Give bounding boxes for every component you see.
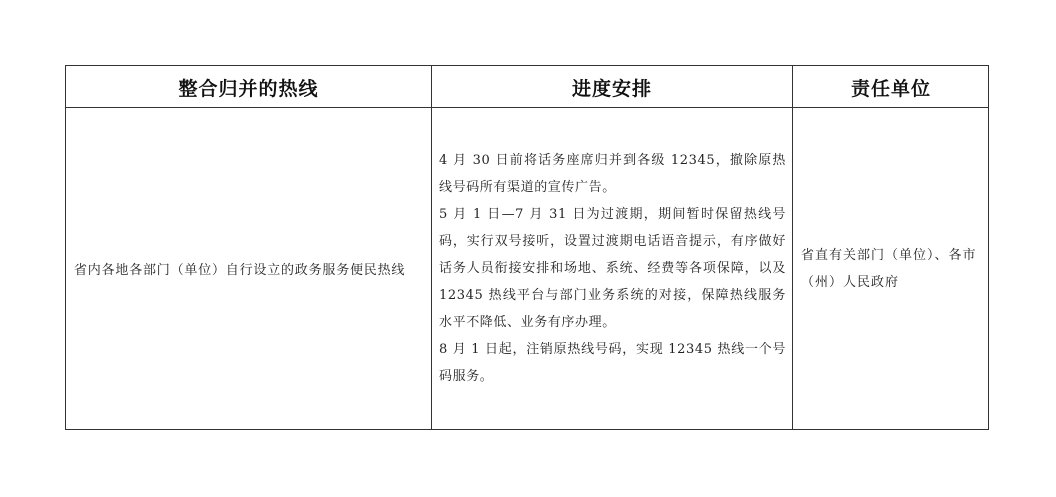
responsible-text: 省直有关部门（单位）、各市（州）人民政府 [801,247,977,290]
schedule-paragraph: 4 月 30 日前将话务座席归并到各级 12345，撤除原热线号码所有渠道的宣传广告。 [439,153,786,195]
header-hotlines: 整合归并的热线 [178,77,319,100]
cell-schedule [432,108,792,429]
header-responsible: 责任单位 [850,77,931,100]
schedule-paragraph: 8 月 1 日起，注销原热线号码，实现 12345 热线一个号码服务。 [439,342,786,384]
schedule-paragraph: 5 月 1 日—7 月 31 日为过渡期，期间暂时保留热线号码，实行双号接听，设置过渡期电话语音提示，有序做好话务人员衔接安排和场地、系统、经费等各项保障，以及 12345 热线平台与部门业务系统的对接，保障热线服务水平不降低、业务有序办理。 [439,207,786,330]
cell-hotlines [66,108,431,429]
hotline-consolidation-table [65,65,989,430]
schedule-list [439,147,786,390]
hotlines-text: 省内各地各部门（单位）自行设立的政务服务便民热线 [74,263,406,278]
header-schedule: 进度安排 [571,77,652,100]
cell-responsible [793,108,989,429]
